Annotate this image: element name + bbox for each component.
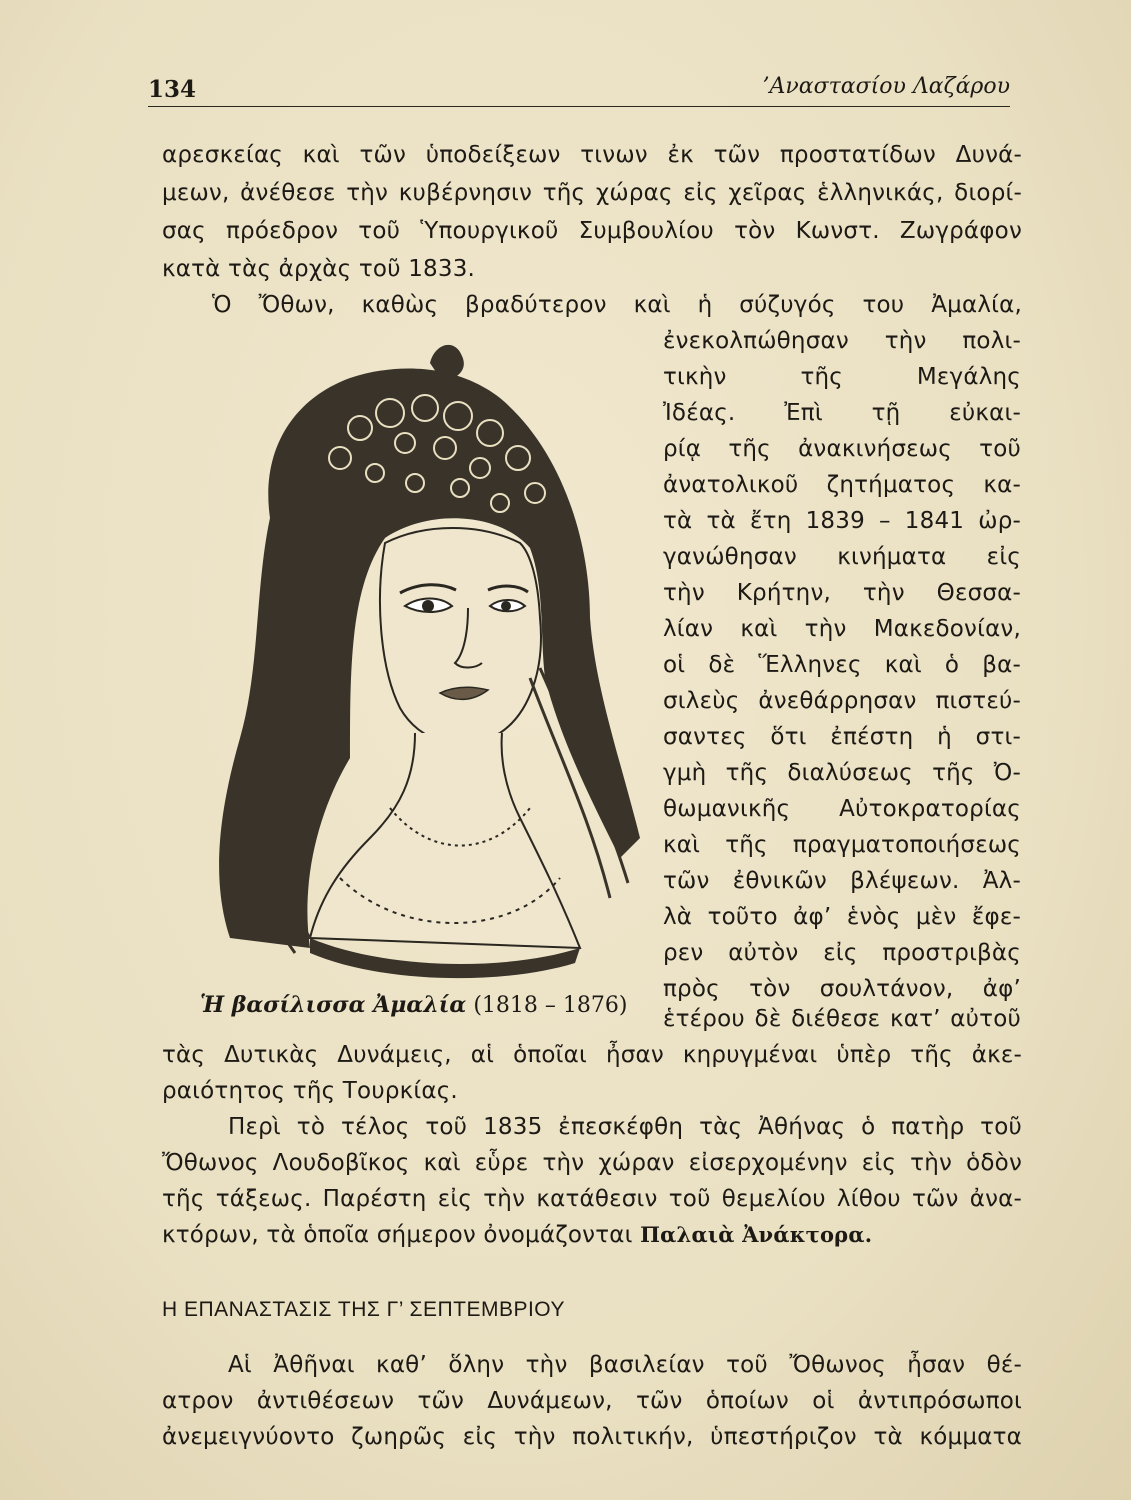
text-line: ραιότητος τῆς Τουρκίας. — [162, 1078, 458, 1104]
text-line: Ὁ Ὄθων, καθὼς βραδύτερον καὶ ἡ σύζυγός του Ἀμαλία, — [212, 292, 1022, 318]
caption-years: (1818 – 1876) — [473, 993, 628, 1018]
text-line: ρίᾳ τῆς ἀνακινήσεως τοῦ — [663, 436, 1021, 462]
text-line: ἀνεμειγνύοντο ζωηρῶς εἰς τὴν πολιτικήν, ὑπεστήριζον τὰ κόμματα — [162, 1424, 1022, 1450]
text-line: τῶν ἐθνικῶν βλέψεων. Ἀλ- — [663, 868, 1021, 894]
queen-amalia-portrait — [200, 338, 645, 988]
text-line: καὶ τῆς πραγματοποιήσεως — [663, 832, 1021, 858]
text-line: θωμανικῆς Αὐτοκρατορίας — [663, 796, 1021, 822]
text-run: κτόρων, τὰ ὁποῖα σήμερον ὀνομάζονται — [162, 1222, 633, 1248]
text-line: κατὰ τὰς ἀρχὰς τοῦ 1833. — [162, 256, 476, 282]
text-line: Περὶ τὸ τέλος τοῦ 1835 ἐπεσκέφθη τὰς Ἀθήνας ὁ πατὴρ τοῦ — [228, 1114, 1022, 1140]
text-line: ἑτέρου δὲ διέθεσε κατ’ αὐτοῦ — [663, 1006, 1021, 1032]
text-line: τῆς τάξεως. Παρέστη εἰς τὴν κατάθεσιν τοῦ θεμελίου λίθου τῶν ἀνα- — [162, 1186, 1022, 1212]
section-heading: Η ΕΠΑΝΑΣΤΑΣΙΣ ΤΗΣ Γ’ ΣΕΠΤΕΜΒΡΙΟΥ — [162, 1298, 565, 1321]
portrait-caption — [200, 992, 627, 1018]
text-line: σας πρόεδρον τοῦ Ὑπουργικοῦ Συμβουλίου τὸν Κωνστ. Ζωγράφον — [162, 218, 1022, 244]
running-head: ’Αναστασίου Λαζάρου — [762, 74, 1010, 99]
caption-name: Ἡ βασίλισσα Ἀμαλία — [200, 992, 467, 1018]
page-header — [148, 72, 1010, 107]
page-number: 134 — [148, 76, 197, 103]
bold-term: Παλαιὰ Ἀνάκτορα. — [640, 1222, 873, 1247]
text-line: αρεσκείας καὶ τῶν ὑποδείξεων τινων ἐκ τῶν προστατίδων Δυνά- — [162, 142, 1022, 168]
text-line: γανώθησαν κινήματα εἰς — [663, 544, 1021, 570]
text-line: Ὄθωνος Λουδοβῖκος καὶ εὗρε τὴν χώραν εἰσερχομένην εἰς τὴν ὁδὸν — [162, 1150, 1022, 1176]
text-line: ἐνεκολπώθησαν τὴν πολι- — [663, 328, 1021, 354]
text-line: Ἰδέας. Ἐπὶ τῇ εὐκαι- — [663, 400, 1021, 426]
text-line: τικὴν τῆς Μεγάλης — [663, 364, 1021, 390]
text-line: τὴν Κρήτην, τὴν Θεσσα- — [663, 580, 1021, 606]
text-line: λὰ τοῦτο ἀφ’ ἑνὸς μὲν ἔφε- — [663, 904, 1021, 930]
text-line: τὰ τὰ ἔτη 1839 – 1841 ὠρ- — [663, 508, 1021, 534]
text-line: λίαν καὶ τὴν Μακεδονίαν, — [663, 616, 1021, 642]
text-line: ατρον ἀντιθέσεων τῶν Δυνάμεων, τῶν ὁποίων οἱ ἀντιπρόσωποι — [162, 1388, 1022, 1414]
text-line: τὰς Δυτικὰς Δυνάμεις, αἱ ὁποῖαι ἦσαν κηρυγμέναι ὑπὲρ τῆς ἀκε- — [162, 1042, 1022, 1068]
text-line: σιλεὺς ἀνεθάρρησαν πιστεύ- — [663, 688, 1021, 714]
text-line: γμὴ τῆς διαλύσεως τῆς Ὀ- — [663, 760, 1021, 786]
text-line: μεων, ἀνέθεσε τὴν κυβέρνησιν τῆς χώρας εἰς χεῖρας ἑλληνικάς, διορί- — [162, 180, 1022, 206]
text-line — [162, 1220, 1022, 1250]
text-line: Αἱ Ἀθῆναι καθ’ ὅλην τὴν βασιλείαν τοῦ Ὄθωνος ἦσαν θέ- — [228, 1352, 1022, 1378]
text-line: ρεν αὐτὸν εἰς προστριβὰς — [663, 940, 1021, 966]
text-line: σαντες ὅτι ἐπέστη ἡ στι- — [663, 724, 1021, 750]
text-line: ἀνατολικοῦ ζητήματος κα- — [663, 472, 1021, 498]
text-line: οἱ δὲ Ἕλληνες καὶ ὁ βα- — [663, 652, 1021, 678]
text-line: πρὸς τὸν σουλτάνον, ἀφ’ — [663, 976, 1021, 1002]
